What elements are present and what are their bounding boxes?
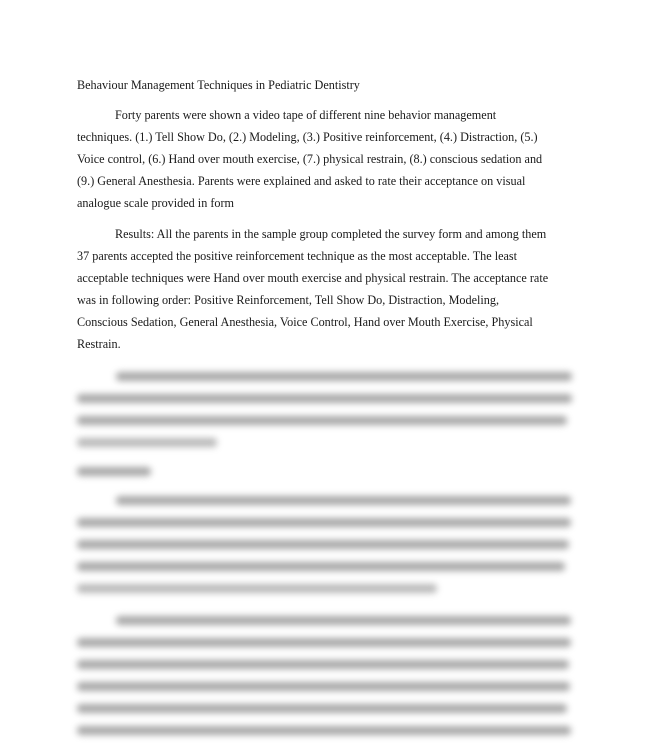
paragraph-line: Voice control, (6.) Hand over mouth exercise, (7.) physical restrain, (8.) conscious sedation and bbox=[77, 152, 543, 166]
blurred-preview-text bbox=[0, 340, 650, 750]
blurred-line bbox=[77, 416, 567, 425]
paragraph-line: techniques. (1.) Tell Show Do, (2.) Modeling, (3.) Positive reinforcement, (4.) Distraction, (5.) bbox=[77, 130, 538, 144]
paragraph-line: acceptable techniques were Hand over mouth exercise and physical restrain. The acceptance rate bbox=[77, 271, 549, 285]
paragraph-line: Results: All the parents in the sample group completed the survey form and among them bbox=[115, 227, 547, 241]
methods-paragraph bbox=[77, 104, 577, 214]
blurred-line bbox=[77, 584, 437, 593]
blurred-line bbox=[116, 372, 572, 381]
blurred-line bbox=[116, 616, 571, 625]
paragraph-line: Forty parents were shown a video tape of different nine behavior management bbox=[115, 108, 497, 122]
paragraph-line: was in following order: Positive Reinforcement, Tell Show Do, Distraction, Modeling, bbox=[77, 293, 500, 307]
blurred-line bbox=[77, 660, 569, 669]
document-title: Behaviour Management Techniques in Pediatric Dentistry bbox=[77, 78, 360, 92]
blurred-line bbox=[116, 496, 571, 505]
blurred-line bbox=[77, 394, 572, 403]
paragraph-line: Restrain. bbox=[77, 337, 121, 351]
blurred-line bbox=[77, 540, 569, 549]
paragraph-line: Conscious Sedation, General Anesthesia, Voice Control, Hand over Mouth Exercise, Physical bbox=[77, 315, 533, 329]
blurred-line bbox=[77, 704, 567, 713]
blurred-heading bbox=[77, 467, 151, 476]
blurred-line bbox=[77, 518, 571, 527]
blurred-line bbox=[77, 726, 571, 735]
paragraph-line: (9.) General Anesthesia. Parents were explained and asked to rate their acceptance on visual bbox=[77, 174, 526, 188]
blurred-line bbox=[77, 638, 571, 647]
paragraph-line: 37 parents accepted the positive reinforcement technique as the most acceptable. The least bbox=[77, 249, 518, 263]
blurred-line bbox=[77, 682, 570, 691]
results-paragraph bbox=[77, 223, 577, 355]
paragraph-line: analogue scale provided in form bbox=[77, 196, 235, 210]
blurred-line bbox=[77, 438, 217, 447]
blurred-line bbox=[77, 562, 565, 571]
